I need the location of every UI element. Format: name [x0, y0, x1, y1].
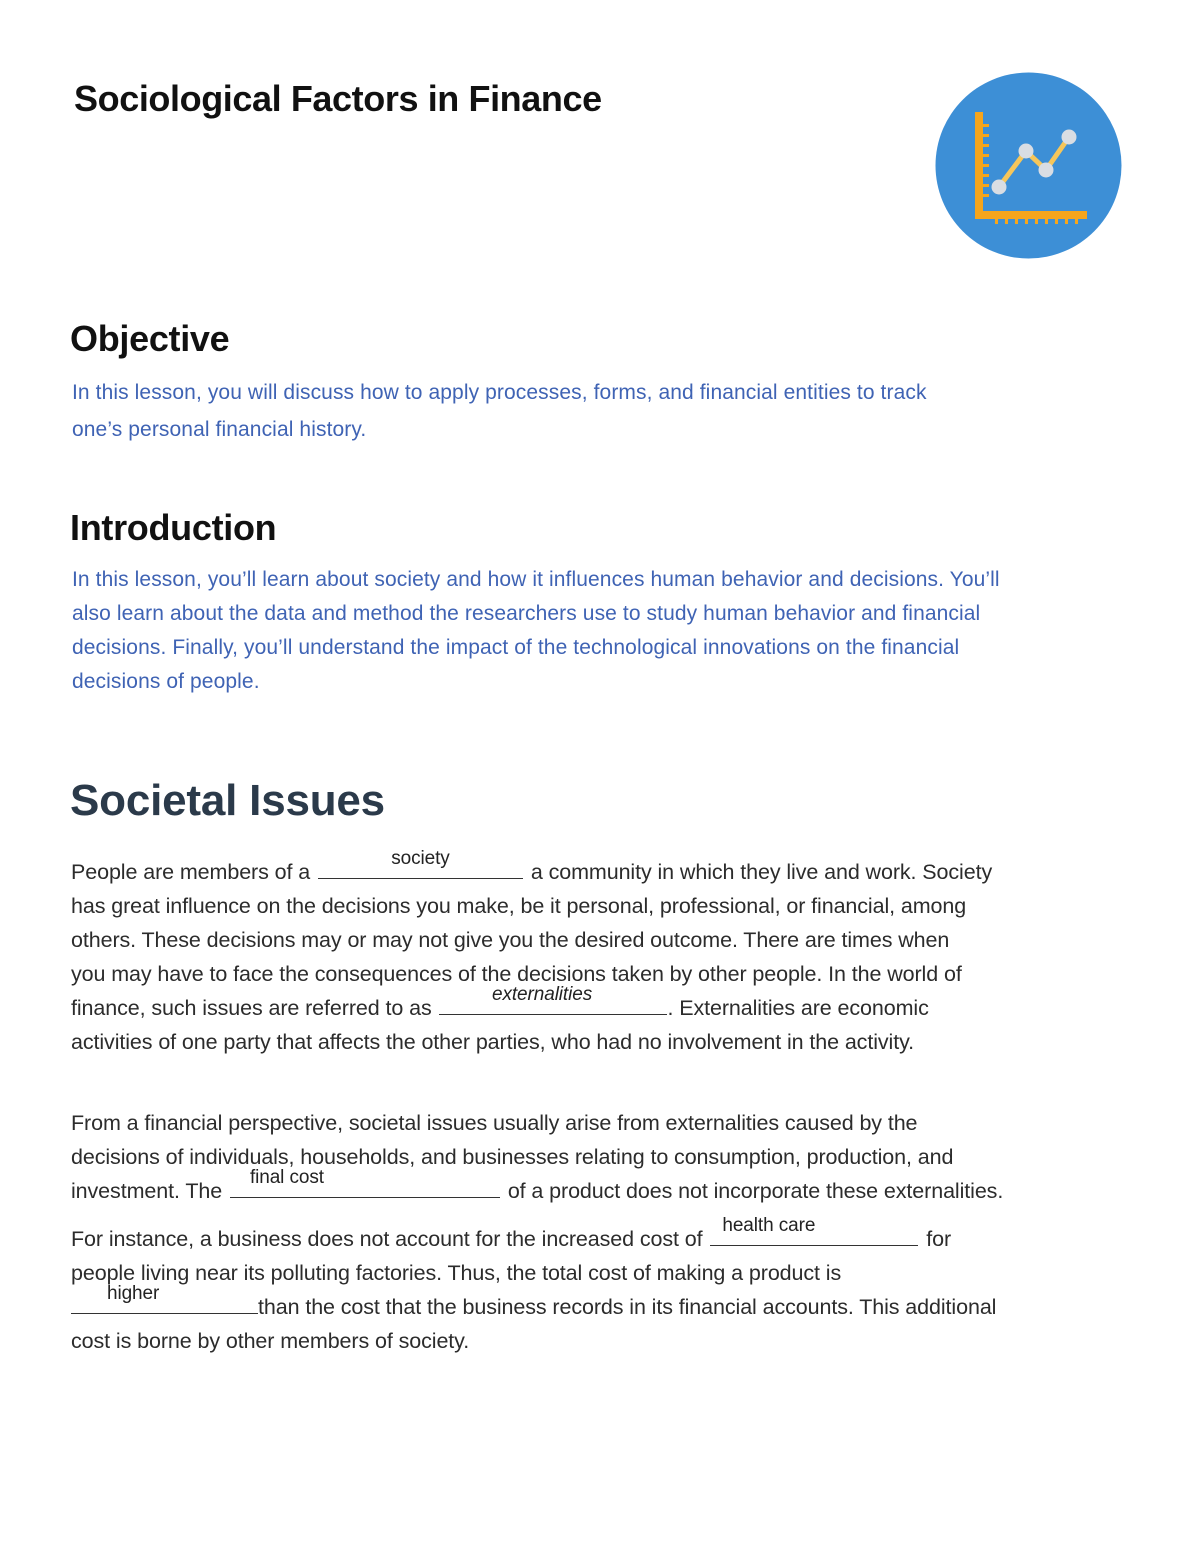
societal-paragraph-2: [71, 1106, 1003, 1208]
fill-blank-final-cost[interactable]: [230, 1167, 500, 1198]
logo-point: [1039, 163, 1054, 178]
logo-y-axis: [975, 112, 983, 219]
objective-text: [72, 374, 1112, 448]
blank-answer: externalities: [492, 984, 593, 1005]
paragraph-line: investment. The final cost of a product does not incorporate these externalities.: [71, 1167, 1004, 1203]
blank-answer: society: [391, 848, 450, 869]
fill-blank-externalities[interactable]: [439, 984, 667, 1015]
fill-blank-health-care[interactable]: [710, 1215, 918, 1246]
introduction-text: [72, 563, 1112, 699]
societal-issues-heading: Societal Issues: [70, 776, 385, 825]
blank-answer: higher: [107, 1283, 160, 1304]
blank-answer: health care: [722, 1215, 816, 1236]
paragraph-line: you may have to face the consequences of the decisions taken by other people. In the world of: [71, 962, 962, 986]
introduction-line: decisions of people.: [72, 670, 260, 693]
paragraph-line: For instance, a business does not account for the increased cost of health care for: [71, 1215, 952, 1251]
introduction-line: In this lesson, you’ll learn about society and how it influences human behavior and decisions. You’ll: [72, 568, 1000, 591]
societal-paragraph-3: [71, 1215, 997, 1358]
paragraph-line: activities of one party that affects the other parties, who had no involvement in the activity.: [71, 1030, 915, 1054]
logo-point: [1062, 130, 1077, 145]
fill-blank-society[interactable]: [318, 848, 523, 879]
logo-x-ticks: [995, 219, 1078, 224]
objective-heading: Objective: [70, 318, 230, 359]
objective-line: one’s personal financial history.: [72, 418, 367, 441]
line-chart-icon: [935, 72, 1122, 259]
logo-x-axis: [975, 211, 1087, 219]
introduction-line: decisions. Finally, you’ll understand the impact of the technological innovations on the financial: [72, 636, 960, 659]
blank-answer: final cost: [249, 1167, 324, 1188]
logo-circle: [936, 73, 1122, 259]
logo-point: [1019, 144, 1034, 159]
introduction-heading: Introduction: [70, 507, 277, 548]
introduction-line: also learn about the data and method the researchers use to study human behavior and financial: [72, 602, 981, 625]
paragraph-line: cost is borne by other members of society.: [71, 1329, 470, 1353]
paragraph-line: finance, such issues are referred to as externalities . Externalities are economic: [71, 984, 929, 1020]
paragraph-line: From a financial perspective, societal issues usually arise from externalities caused by the: [71, 1111, 918, 1135]
societal-paragraph-1: [71, 848, 993, 1059]
paragraph-line: has great influence on the decisions you make, be it personal, professional, or financial, among: [71, 894, 967, 918]
fill-blank-higher[interactable]: [71, 1283, 258, 1314]
page-title: Sociological Factors in Finance: [74, 78, 602, 119]
paragraph-line: People are members of a society a community in which they live and work. Society: [71, 848, 993, 884]
paragraph-line: others. These decisions may or may not give you the desired outcome. There are times when: [71, 928, 950, 952]
objective-line: In this lesson, you will discuss how to apply processes, forms, and financial entities to track: [72, 381, 927, 404]
paragraph-line: decisions of individuals, households, and businesses relating to consumption, production, and: [71, 1145, 954, 1169]
paragraph-line: people living near its polluting factories. Thus, the total cost of making a product is: [71, 1261, 842, 1285]
paragraph-line: higher than the cost that the business records in its financial accounts. This additional: [71, 1290, 996, 1324]
logo-point: [992, 180, 1007, 195]
